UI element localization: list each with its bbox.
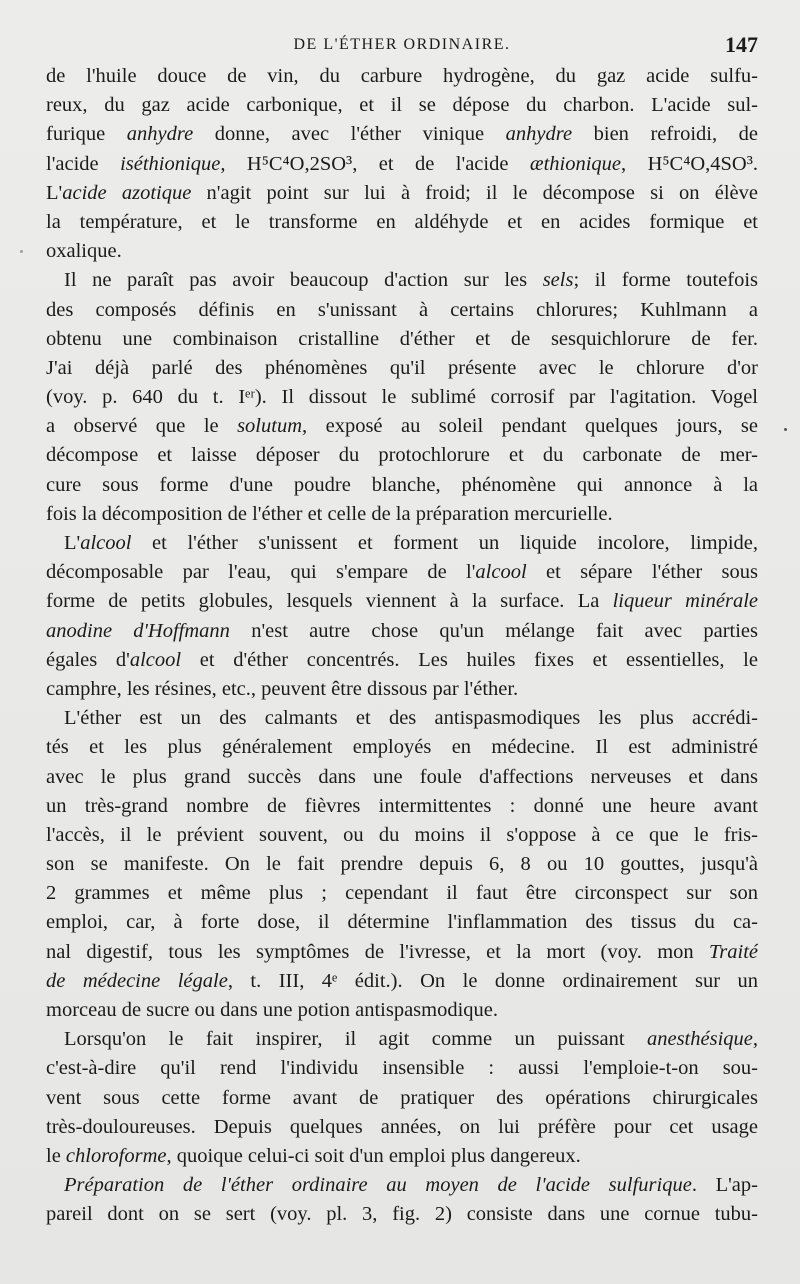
text-line: J'ai déjà parlé des phénomènes qu'il présente avec le chlorure d'or [46, 356, 758, 379]
text-line: a observé que le solutum, exposé au soleil pendant quelques jours, se [46, 415, 758, 438]
text-line: avec le plus grand succès dans une foule d'affections nerveuses et dans [46, 765, 758, 788]
text-line: anodine d'Hoffmann n'est autre chose qu'un mélange fait avec parties [46, 619, 758, 642]
text-line: nal digestif, tous les symptômes de l'ivresse, et la mort (voy. mon Traité [46, 940, 758, 963]
text-line: la température, et le transforme en aldéhyde et en acides formique et [46, 210, 758, 233]
running-head [46, 32, 758, 56]
text-line: des composés définis en s'unissant à certains chlorures; Kuhlmann a [46, 298, 758, 321]
text-line: Préparation de l'éther ordinaire au moyen de l'acide sulfurique. L'ap- [64, 1174, 758, 1197]
text-line: (voy. p. 640 du t. Iᵉʳ). Il dissout le sublimé corrosif par l'agitation. Vogel [46, 386, 758, 409]
running-title: DE L'ÉTHER ORDINAIRE. [293, 36, 511, 53]
body-text [46, 62, 758, 1230]
text-line: un très-grand nombre de fièvres intermittentes : donné une heure avant [46, 794, 758, 817]
text-line: cure sous forme d'une poudre blanche, phénomène qui annonce à la [46, 473, 758, 496]
text-line: obtenu une combinaison cristalline d'éther et de sesquichlorure de fer. [46, 327, 758, 350]
text-line: L'alcool et l'éther s'unissent et forment un liquide incolore, limpide, [64, 532, 758, 554]
text-line: L'éther est un des calmants et des antispasmodiques les plus accrédi- [64, 707, 758, 730]
text-line: l'accès, il le prévient souvent, ou du moins il s'oppose à ce que le fris- [46, 823, 758, 846]
text-line: c'est-à-dire qu'il rend l'individu insensible : aussi l'emploie-t-on sou- [46, 1057, 758, 1080]
text-line: de médecine légale, t. III, 4ᵉ édit.). On le donne ordinairement sur un [46, 969, 758, 992]
text-line: oxalique. [46, 240, 122, 263]
text-line: décompose et laisse déposer du protochlorure et du carbonate de mer- [46, 444, 758, 467]
text-line: 2 grammes et même plus ; cependant il faut être circonspect sur son [46, 882, 758, 905]
text-line: Lorsqu'on le fait inspirer, il agit comme un puissant anesthésique, [64, 1028, 758, 1051]
text-line: le chloroforme, quoique celui-ci soit d'un emploi plus dangereux. [46, 1144, 581, 1167]
text-line: décomposable par l'eau, qui s'empare de l'alcool et sépare l'éther sous [46, 561, 758, 584]
text-line: son se manifeste. On le fait prendre depuis 6, 8 ou 10 gouttes, jusqu'à [46, 853, 758, 876]
page-number: 147 [725, 32, 758, 57]
text-line: furique anhydre donne, avec l'éther vinique anhydre bien refroidi, de [46, 123, 758, 146]
text-line: camphre, les résines, etc., peuvent être dissous par l'éther. [46, 677, 519, 700]
text-line: de l'huile douce de vin, du carbure hydrogène, du gaz acide sulfu- [46, 65, 758, 87]
text-line: emploi, car, à forte dose, il détermine l'inflammation des tissus du ca- [46, 911, 758, 934]
text-line: tés et les plus généralement employés en médecine. Il est administré [46, 736, 758, 759]
margin-speck [20, 250, 23, 253]
text-line: Il ne paraît pas avoir beaucoup d'action sur les sels; il forme toutefois [64, 269, 758, 292]
text-line: forme de petits globules, lesquels viennent à la surface. La liqueur minérale [46, 590, 758, 613]
text-line: morceau de sucre ou dans une potion antispasmodique. [46, 999, 499, 1021]
text-line: vent sous cette forme avant de pratiquer des opérations chirurgicales [46, 1086, 758, 1109]
text-line: fois la décomposition de l'éther et celle de la préparation mercurielle. [46, 502, 613, 525]
text-line: reux, du gaz acide carbonique, et il se dépose du charbon. L'acide sul- [46, 94, 758, 117]
text-line: L'acide azotique n'agit point sur lui à froid; il le décompose si on élève [46, 181, 758, 204]
text-line: égales d'alcool et d'éther concentrés. Les huiles fixes et essentielles, le [46, 648, 758, 671]
margin-speck [784, 428, 787, 431]
text-line: très-douloureuses. Depuis quelques années, on lui préfère pour cet usage [46, 1115, 758, 1138]
text-line: pareil dont on se sert (voy. pl. 3, fig. 2) consiste dans une cornue tubu- [46, 1203, 758, 1226]
text-line: l'acide iséthionique, H⁵C⁴O,2SO³, et de l'acide æthionique, H⁵C⁴O,4SO³. [46, 152, 758, 175]
